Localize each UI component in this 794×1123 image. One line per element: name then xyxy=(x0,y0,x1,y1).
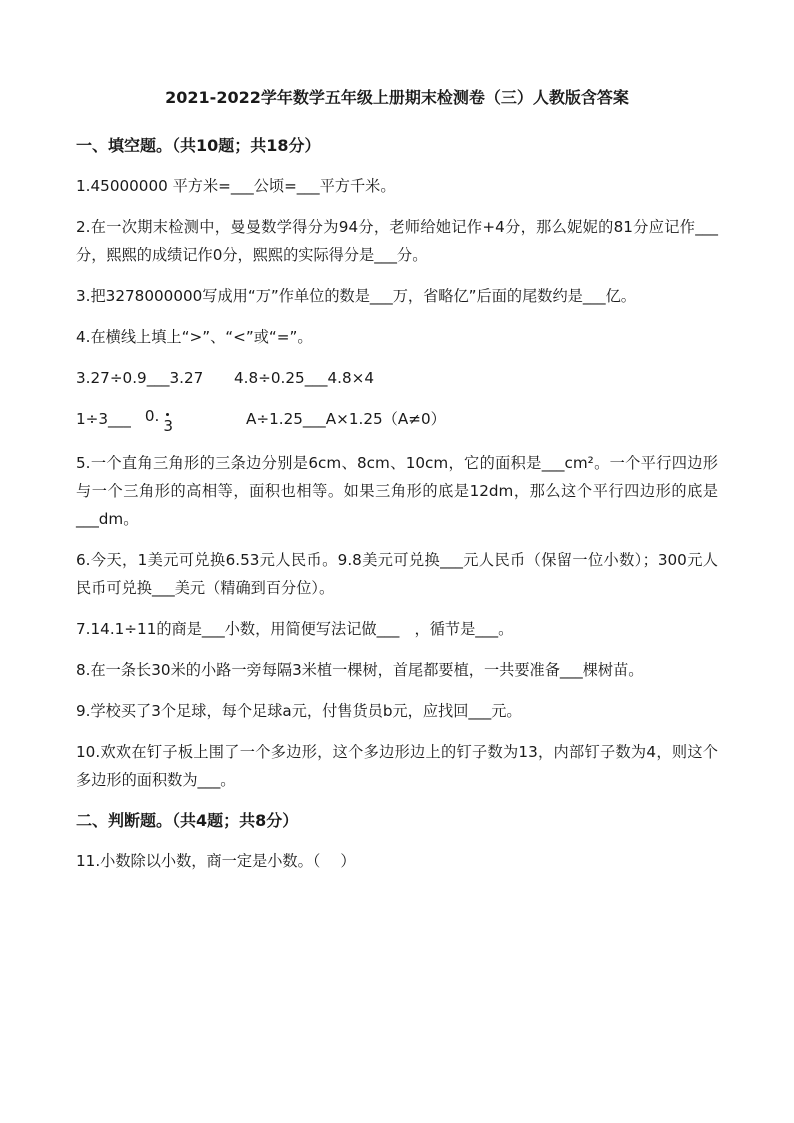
repeating-decimal xyxy=(144,407,174,435)
question-4-row-2 xyxy=(76,405,718,433)
question-4: 4.在横线上填上“>”、“<”或“=”。 xyxy=(76,328,313,346)
question-5: 5.一个直角三角形的三条边分别是6cm、8cm、10cm，它的面积是___cm²。一个平行四边形与一个三角形的高相等，面积也相等。如果三角形的底是12dm，那么这个平行四边形的底是___dm。 xyxy=(76,454,718,528)
question-4-item-b: 4.8÷0.25___4.8×4 xyxy=(234,369,375,387)
section-heading-fill-blank: 一、填空题。（共10题；共18分） xyxy=(76,136,321,155)
repeating-decimal-whole: 0. xyxy=(144,407,160,425)
question-7: 7.14.1÷11的商是___小数，用简便写法记做___ ，循节是___。 xyxy=(76,620,514,638)
question-1: 1.45000000 平方米=___公顷=___平方千米。 xyxy=(76,177,396,195)
question-3: 3.把3278000000写成用“万”作单位的数是___万，省略亿”后面的尾数约是___亿。 xyxy=(76,287,636,305)
repeating-decimal-digit: 3 xyxy=(163,417,174,435)
question-6: 6.今天，1美元可兑换6.53元人民币。9.8美元可兑换___元人民币（保留一位小数）；300元人民币可兑换___美元（精确到百分位）。 xyxy=(76,551,718,597)
question-11: 11.小数除以小数，商一定是小数。（ ） xyxy=(76,852,356,870)
question-10: 10.欢欢在钉子板上围了一个多边形，这个多边形边上的钉子数为13，内部钉子数为4，则这个多边形的面积数为___。 xyxy=(76,743,718,789)
question-8: 8.在一条长30米的小路一旁每隔3米植一棵树，首尾都要植，一共要准备___棵树苗。 xyxy=(76,661,644,679)
question-4-item-c-left: 1÷3___ xyxy=(76,410,131,428)
question-9: 9.学校买了3个足球，每个足球a元，付售货员b元，应找回___元。 xyxy=(76,702,522,720)
question-4-item-d: A÷1.25___A×1.25（A≠0） xyxy=(246,410,446,428)
section-heading-true-false: 二、判断题。（共4题；共8分） xyxy=(76,811,299,830)
question-2: 2.在一次期末检测中，曼曼数学得分为94分，老师给她记作+4分，那么妮妮的81分应记作___分，熙熙的成绩记作0分，熙熙的实际得分是___分。 xyxy=(76,218,718,264)
question-4-item-a: 3.27÷0.9___3.27 xyxy=(76,369,204,387)
page-title: 2021-2022学年数学五年级上册期末检测卷（三）人教版含答案 xyxy=(165,88,629,107)
question-4-item-c xyxy=(76,405,246,433)
question-4-row-1 xyxy=(76,364,718,392)
